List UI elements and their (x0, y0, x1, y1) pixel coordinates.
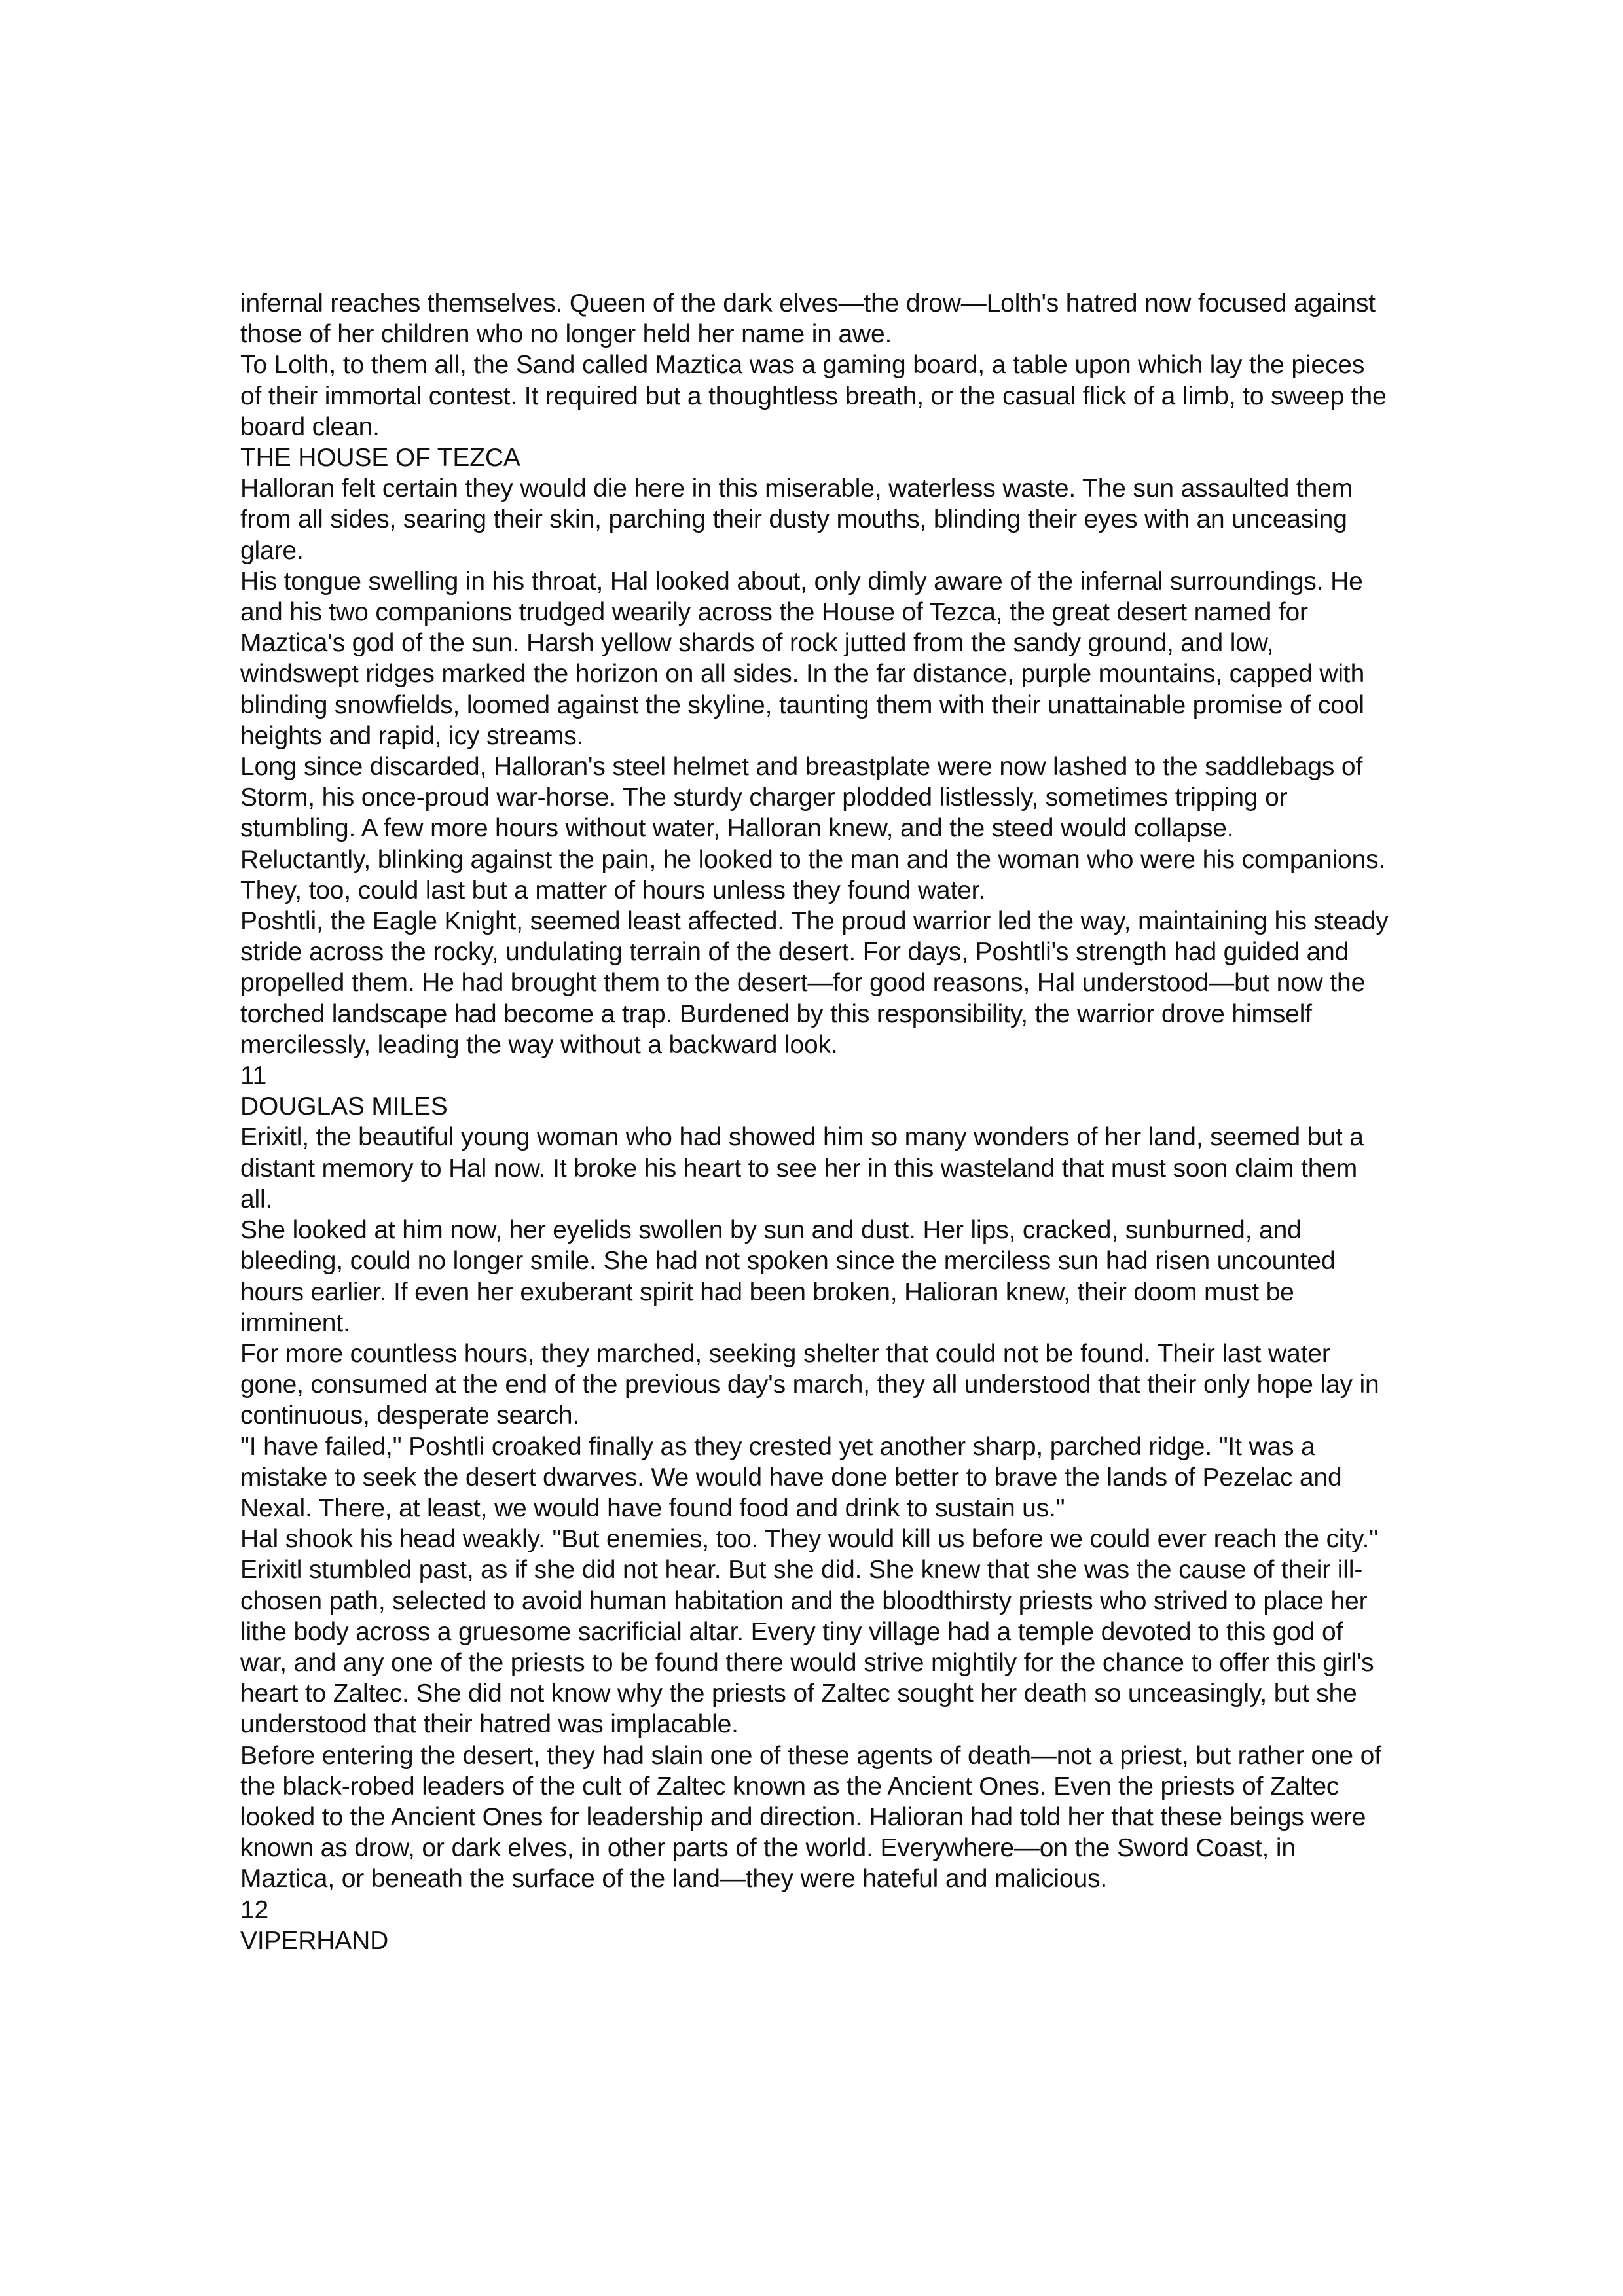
paragraph: Before entering the desert, they had slain one of these agents of death—not a priest, but rather one of the black-robed leaders of the cult of Zaltec known as the Ancient Ones. Even the priests of Zaltec looked to the Ancient Ones for leadership and direction. Halioran had told her that these beings were known as drow, or dark elves, in other parts of the world. Everywhere—on the Sword Coast, in Maztica, or beneath the surface of the land—they were hateful and malicious. (240, 1741, 1381, 1893)
paragraph: Hal shook his head weakly. "But enemies, too. They would kill us before we could ever reach the city." (240, 1525, 1378, 1554)
paragraph: For more countless hours, they marched, seeking shelter that could not be found. Their last water gone, consumed at the end of the previous day's march, they all understood that their only hope lay in continuous, desperate search. (240, 1339, 1379, 1430)
document-body (240, 288, 1393, 1956)
paragraph: Long since discarded, Halloran's steel helmet and breastplate were now lashed to the saddlebags of Storm, his once-proud war-horse. The sturdy charger plodded listlessly, sometimes tripping or stumbling. A few more hours without water, Halloran knew, and the steed would collapse. (240, 753, 1363, 843)
paragraph: Erixitl, the beautiful young woman who had showed him so many wonders of her land, seemed but a distant memory to Hal now. It broke his heart to see her in this wasteland that must soon claim them all. (240, 1123, 1364, 1213)
chapter-heading: THE HOUSE OF TEZCA (240, 444, 520, 473)
paragraph: infernal reaches themselves. Queen of the dark elves—the drow—Lolth's hatred now focused against those of her children who no longer held her name in awe. (240, 289, 1376, 349)
running-header-author: DOUGLAS MILES (240, 1092, 448, 1121)
paragraph: His tongue swelling in his throat, Hal looked about, only dimly aware of the infernal surroundings. He and his two companions trudged wearily across the House of Tezca, the great desert named for Maztica's god of the sun. Harsh yellow shards of rock jutted from the sandy ground, and low, windswept ridges marked the horizon on all sides. In the far distance, purple mountains, capped with blinding snowfields, loomed against the skyline, taunting them with their unattainable promise of cool heights and rapid, icy streams. (240, 567, 1365, 750)
page-number: 11 (240, 1062, 267, 1090)
paragraph: To Lolth, to them all, the Sand called Maztica was a gaming board, a table upon which lay the pieces of their immortal contest. It required but a thoughtless breath, or the casual flick of a limb, to sweep the board clean. (240, 351, 1387, 441)
paragraph: Poshtli, the Eagle Knight, seemed least affected. The proud warrior led the way, maintaining his steady stride across the rocky, undulating terrain of the desert. For days, Poshtli's strength had guided and propelled them. He had brought them to the desert—for good reasons, Hal understood—but now the torched landscape had become a trap. Burdened by this responsibility, the warrior drove himself mercilessly, leading the way without a backward look. (240, 907, 1389, 1059)
page-number: 12 (240, 1895, 269, 1924)
paragraph: "I have failed," Poshtli croaked finally as they crested yet another sharp, parched ridge. "It was a mistake to seek the desert dwarves. We would have done better to brave the lands of Pezelac and Nexal. There, at least, we would have found food and drink to sustain us." (240, 1432, 1342, 1522)
running-header-title: VIPERHAND (240, 1926, 389, 1955)
paragraph: Erixitl stumbled past, as if she did not hear. But she did. She knew that she was the cause of their ill-chosen path, selected to avoid human habitation and the bloodthirsty priests who strived to place her lithe body across a gruesome sacrificial altar. Every tiny village had a temple devoted to this god of war, and any one of the priests to be found there would strive mightily for the chance to offer this girl's heart to Zaltec. She did not know why the priests of Zaltec sought her death so unceasingly, but she understood that their hatred was implacable. (240, 1556, 1374, 1739)
paragraph: Halloran felt certain they would die here in this miserable, waterless waste. The sun assaulted them from all sides, searing their skin, parching their dusty mouths, blinding their eyes with an unceasing glare. (240, 475, 1353, 565)
paragraph: She looked at him now, her eyelids swollen by sun and dust. Her lips, cracked, sunburned, and bleeding, could no longer smile. She had not spoken since the merciless sun had risen uncounted hours earlier. If even her exuberant spirit had been broken, Halioran knew, their doom must be imminent. (240, 1216, 1336, 1337)
paragraph: Reluctantly, blinking against the pain, he looked to the man and the woman who were his companions. They, too, could last but a matter of hours unless they found water. (240, 845, 1386, 905)
